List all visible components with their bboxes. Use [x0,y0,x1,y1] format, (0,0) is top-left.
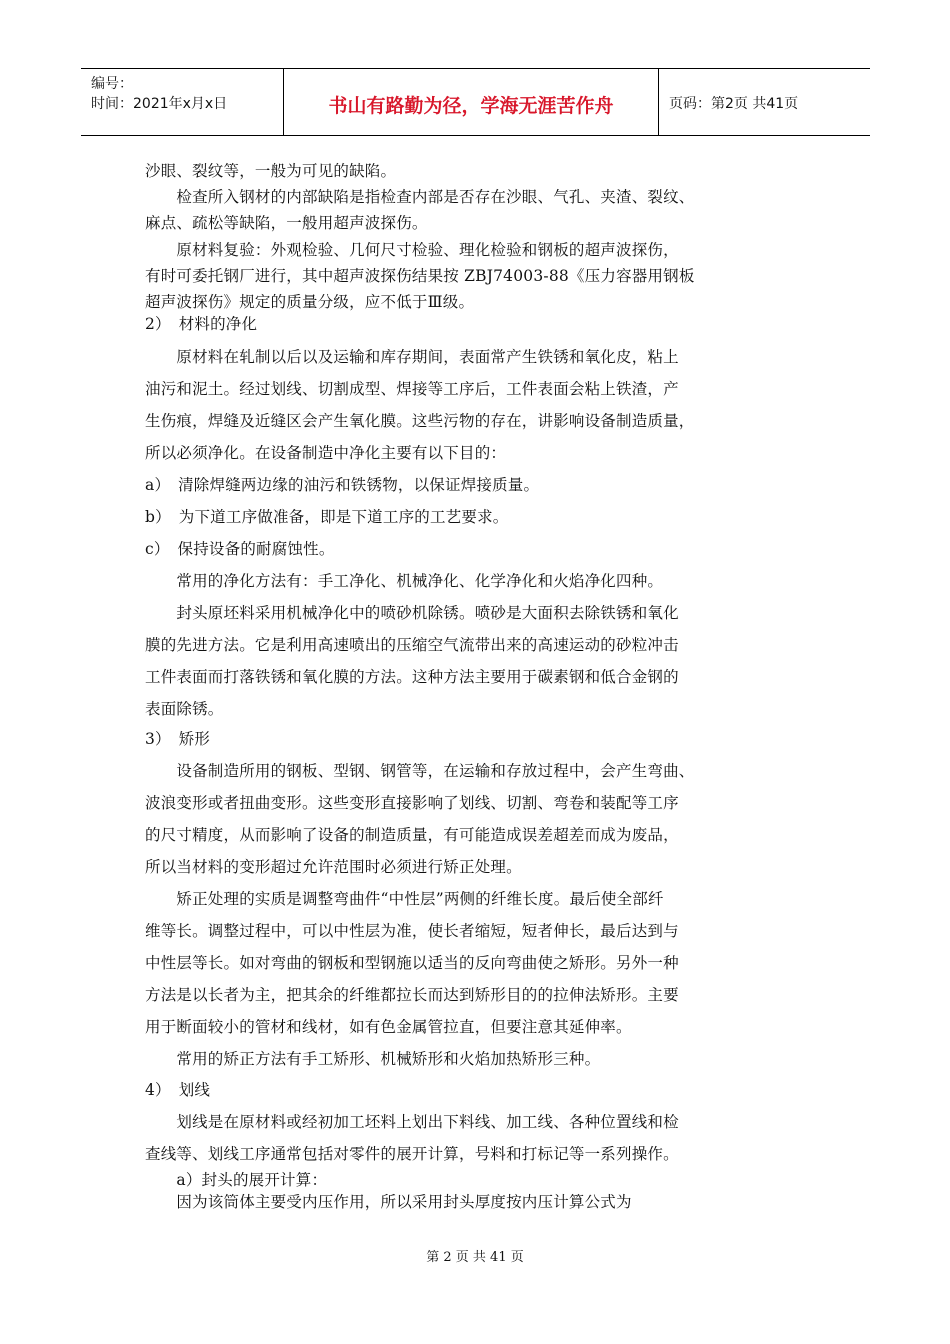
body-line: 设备制造所用的钢板、型钢、钢管等，在运输和存放过程中，会产生弯曲、 [145,762,695,780]
body-line: 生伤痕，焊缝及近缝区会产生氧化膜。这些污物的存在，讲影响设备制造质量， [145,412,695,430]
body-line: 油污和泥土。经过划线、切割成型、焊接等工序后，工件表面会粘上铁渣，产 [145,380,679,398]
body-line: 查线等、划线工序通常包括对零件的展开计算，号料和打标记等一系列操作。 [145,1145,679,1163]
body-line: 表面除锈。 [145,700,224,718]
body-line: 检查所入钢材的内部缺陷是指检查内部是否存在沙眼、气孔、夹渣、裂纹、 [145,188,695,206]
body-line: 中性层等长。如对弯曲的钢板和型钢施以适当的反向弯曲使之矫形。另外一种 [145,954,679,972]
body-line: b） 为下道工序做准备，即是下道工序的工艺要求。 [145,508,509,526]
body-line: 麻点、疏松等缺陷，一般用超声波探伤。 [145,214,428,232]
header-page-cell [659,69,870,135]
body-line: 4） 划线 [145,1081,211,1099]
body-line: 3） 矫形 [145,730,211,748]
header-motto: 书山有路勤为径，学海无涯苦作舟 [328,95,614,117]
body-line: 常用的矫正方法有手工矫形、机械矫形和火焰加热矫形三种。 [145,1050,601,1068]
body-line: 所以当材料的变形超过允许范围时必须进行矫正处理。 [145,858,522,876]
body-line: 2） 材料的净化 [145,315,258,333]
header-meta-cell [81,69,284,135]
body-line: 的尺寸精度，从而影响了设备的制造质量，有可能造成误差超差而成为废品， [145,826,679,844]
body-line: 原材料在轧制以后以及运输和库存期间，表面常产生铁锈和氧化皮，粘上 [145,348,679,366]
body-line: 原材料复验：外观检验、几何尺寸检验、理化检验和钢板的超声波探伤， [145,241,679,259]
document-number-label: 编号： [91,76,133,92]
body-line: 矫正处理的实质是调整弯曲件“中性层”两侧的纤维长度。最后使全部纤 [145,890,664,908]
body-line: 所以必须净化。在设备制造中净化主要有以下目的： [145,444,507,462]
body-line: 工件表面而打落铁锈和氧化膜的方法。这种方法主要用于碳素钢和低合金钢的 [145,668,679,686]
body-line: 用于断面较小的管材和线材，如有色金属管拉直，但要注意其延伸率。 [145,1018,632,1036]
body-line: 因为该筒体主要受内压作用，所以采用封头厚度按内压计算公式为 [145,1193,632,1211]
body-line: 封头原坯料采用机械净化中的喷砂机除锈。喷砂是大面积去除铁锈和氧化 [145,604,679,622]
body-line: 划线是在原材料或经初加工坯料上划出下料线、加工线、各种位置线和检 [145,1113,679,1131]
header-page-info: 页码：第2页 共41页 [669,96,799,112]
page-header [81,68,870,136]
header-motto-cell [284,69,659,135]
body-line: 超声波探伤》规定的质量分级，应不低于Ⅲ级。 [145,293,475,311]
body-line: a） 清除焊缝两边缘的油污和铁锈物，以保证焊接质量。 [145,476,540,494]
body-line: 波浪变形或者扭曲变形。这些变形直接影响了划线、切割、弯卷和装配等工序 [145,794,679,812]
body-line: c） 保持设备的耐腐蚀性。 [145,540,335,558]
document-date-label: 时间：2021年x月x日 [91,96,228,112]
body-line: 沙眼、裂纹等，一般为可见的缺陷。 [145,162,397,180]
body-line: a）封头的展开计算： [145,1171,328,1189]
body-line: 维等长。调整过程中，可以中性层为准，使长者缩短，短者伸长，最后达到与 [145,922,679,940]
body-line: 膜的先进方法。它是利用高速喷出的压缩空气流带出来的高速运动的砂粒冲击 [145,636,679,654]
body-line: 常用的净化方法有：手工净化、机械净化、化学净化和火焰净化四种。 [145,572,664,590]
page-footer-number: 第 2 页 共 41 页 [426,1250,524,1265]
body-line: 方法是以长者为主，把其余的纤维都拉长而达到矫形目的的拉伸法矫形。主要 [145,986,679,1004]
body-line: 有时可委托钢厂进行，其中超声波探伤结果按 ZBJ74003-88《压力容器用钢板 [145,267,695,285]
